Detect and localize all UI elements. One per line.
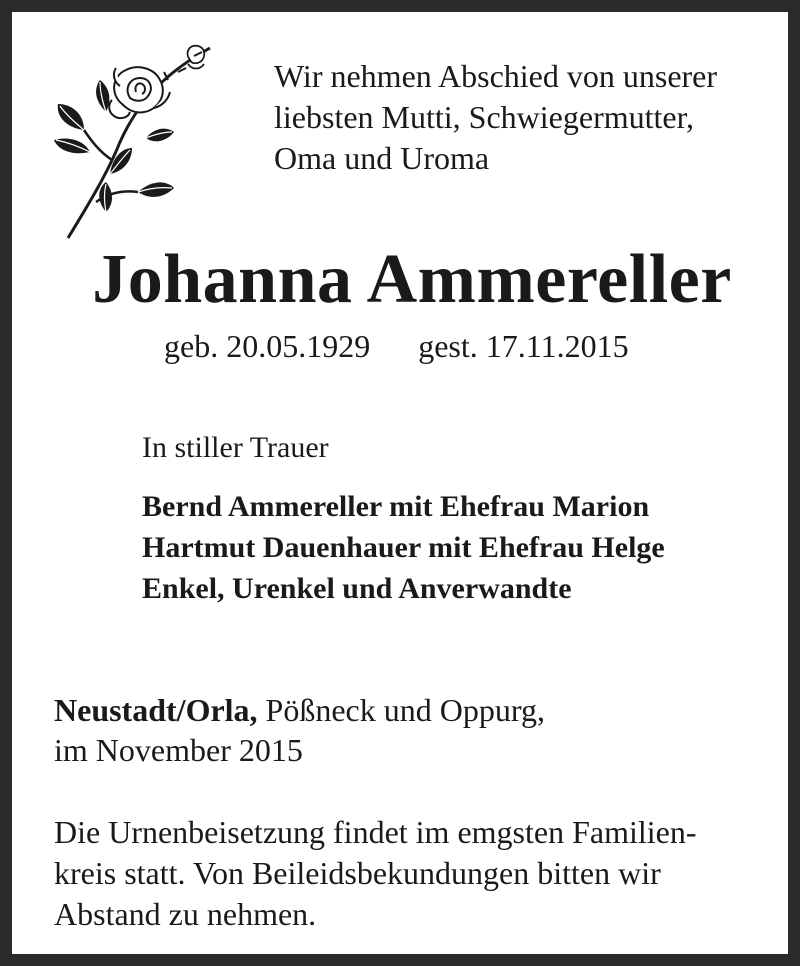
deceased-name: Johanna Ammereller (92, 241, 732, 318)
mourner-line: Hartmut Dauenhauer mit Ehefrau Helge (142, 531, 665, 564)
rose-icon (50, 42, 216, 242)
place-towns-rest: Pößneck und Oppurg, (257, 692, 545, 728)
mourner-line: Bernd Ammereller mit Ehefrau Marion (142, 490, 650, 523)
mourning-heading: In stiller Trauer (142, 431, 329, 464)
mourners-list (142, 486, 665, 609)
birth-date: geb. 20.05.1929 (164, 328, 371, 364)
intro-line: Oma und Uroma (274, 140, 490, 176)
life-dates (164, 326, 629, 366)
intro-line: Wir nehmen Abschied von unserer (274, 58, 718, 94)
place-line (54, 690, 545, 730)
intro-line: liebsten Mutti, Schwiegermutter, (274, 99, 694, 135)
notice-line: Die Urnenbeisetzung findet im emgsten Familien- (54, 814, 697, 850)
notice-line: kreis statt. Von Beileidsbekundungen bitten wir (54, 855, 661, 891)
place-town: Neustadt/Orla, (54, 692, 258, 728)
mourner-line: Enkel, Urenkel und Anverwandte (142, 572, 572, 605)
farewell-intro (274, 56, 717, 179)
notice-line: Abstand zu nehmen. (54, 896, 317, 932)
burial-notice (54, 812, 697, 935)
place-and-date (54, 690, 545, 770)
death-date: gest. 17.11.2015 (418, 328, 629, 364)
place-date: im November 2015 (54, 732, 303, 768)
